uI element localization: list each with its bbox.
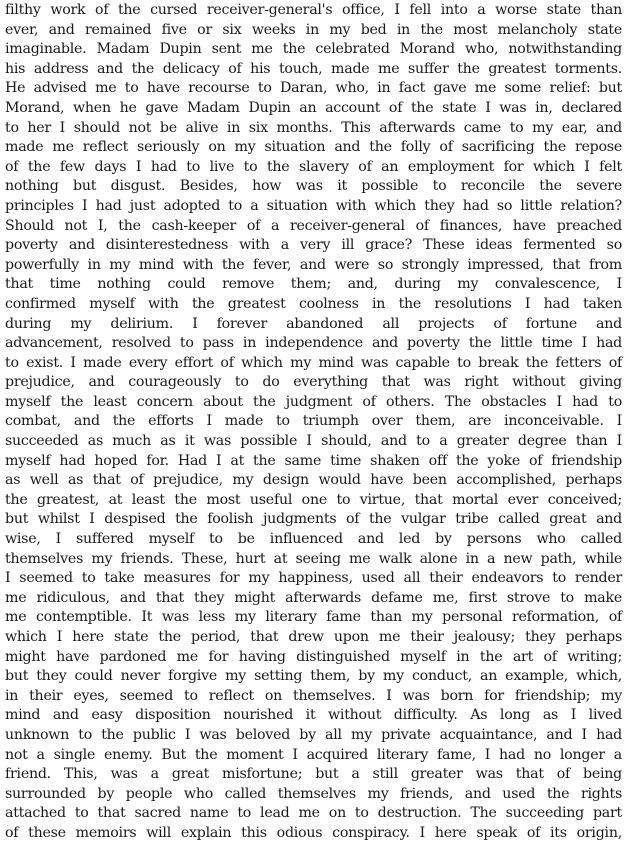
text-line: made me reflect seriously on my situation and the folly of sacrificing the repose xyxy=(5,139,622,156)
text-line: wise, I suffered myself to be influenced and led by persons who called xyxy=(5,531,622,548)
body-text xyxy=(5,1,622,844)
text-line: succeeded as much as it was possible I should, and to a greater degree than I xyxy=(5,433,622,450)
text-line: unknown to the public I was beloved by all my private acquaintance, and I had xyxy=(5,726,622,743)
text-line: surrounded by people who called themselves my friends, and used the rights xyxy=(5,785,622,802)
text-line: confirmed myself with the greatest coolness in the resolutions I had taken xyxy=(5,295,622,312)
text-line: Morand, when he gave Madam Dupin an account of the state I was in, declared xyxy=(5,99,622,116)
text-line: myself the least concern about the judgment of others. The obstacles I had to xyxy=(5,393,622,410)
text-line: attached to that sacred name to lead me on to destruction. The succeeding part xyxy=(5,805,622,822)
text-line: the greatest, at least the most useful one to virtue, that mortal ever conceived; xyxy=(5,491,622,508)
text-line: friend. This, was a great misfortune; but a still greater was that of being xyxy=(5,766,622,783)
text-line: advancement, resolved to pass in independence and poverty the little time I had xyxy=(5,335,622,352)
text-line: poverty and disinterestedness with a very ill grace? These ideas fermented so xyxy=(5,237,622,254)
text-line: filthy work of the cursed receiver-general's office, I fell into a worse state than xyxy=(5,2,622,18)
text-line: might have pardoned me for having distinguished myself in the art of writing; xyxy=(5,648,622,665)
text-line: during my delirium. I forever abandoned all projects of fortune and xyxy=(5,315,622,332)
text-line: to her I should not be alive in six months. This afterwards came to my ear, and xyxy=(5,119,622,136)
text-line: imaginable. Madam Dupin sent me the celebrated Morand who, notwithstanding xyxy=(5,41,622,58)
text-line: that time nothing could remove them; and, during my convalescence, I xyxy=(5,276,622,293)
text-line: his address and the delicacy of his touch, made me suffer the greatest torments. xyxy=(5,60,622,77)
text-line: which I here state the period, that drew upon me their jealousy; they perhaps xyxy=(5,629,622,645)
text-line: ever, and remained five or six weeks in my bed in the most melancholy state xyxy=(5,21,622,38)
text-line: as well as that of prejudice, my design would have been accomplished, perhaps xyxy=(5,472,622,489)
text-line: mind and easy disposition nourished it without difficulty. As long as I lived xyxy=(5,707,622,724)
text-line: combat, and the efforts I made to triumph over them, are inconceivable. I xyxy=(5,413,622,430)
text-line: powerfully in my mind with the fever, and were so strongly impressed, that from xyxy=(5,256,622,273)
text-line: me contemptible. It was less my literary fame than my personal reformation, of xyxy=(5,609,622,626)
text-line: I seemed to take measures for my happiness, used all their endeavors to render xyxy=(5,570,622,587)
text-line: Should not I, the cash-keeper of a receiver-general of finances, have preached xyxy=(5,217,622,234)
text-line: of these memoirs will explain this odious conspiracy. I here speak of its origin, xyxy=(5,824,622,841)
text-line: in their eyes, seemed to reflect on themselves. I was born for friendship; my xyxy=(5,687,622,704)
text-line: but whilst I despised the foolish judgments of the vulgar tribe called great and xyxy=(5,511,622,528)
text-line: prejudice, and courageously to do everything that was right without giving xyxy=(5,374,622,391)
text-line: themselves my friends. These, hurt at seeing me walk alone in a new path, while xyxy=(5,550,622,567)
text-line: He advised me to have recourse to Daran, who, in fact gave me some relief: but xyxy=(5,80,622,97)
text-line: to exist. I made every effort of which my mind was capable to break the fetters of xyxy=(5,354,622,371)
text-line: nothing but disgust. Besides, how was it possible to reconcile the severe xyxy=(5,178,622,195)
text-line: not a single enemy. But the moment I acquired literary fame, I had no longer a xyxy=(5,746,622,763)
text-line: myself had hoped for. Had I at the same time shaken off the yoke of friendship xyxy=(5,452,622,469)
text-line: but they could never forgive my setting them, by my conduct, an example, which, xyxy=(5,668,622,685)
text-line: of the few days I had to live to the slavery of an employment for which I felt xyxy=(5,158,622,175)
text-line: me ridiculous, and that they might afterwards defame me, first strove to make xyxy=(5,589,622,606)
text-line: principles I had just adopted to a situation with which they had so little relation? xyxy=(5,197,622,214)
